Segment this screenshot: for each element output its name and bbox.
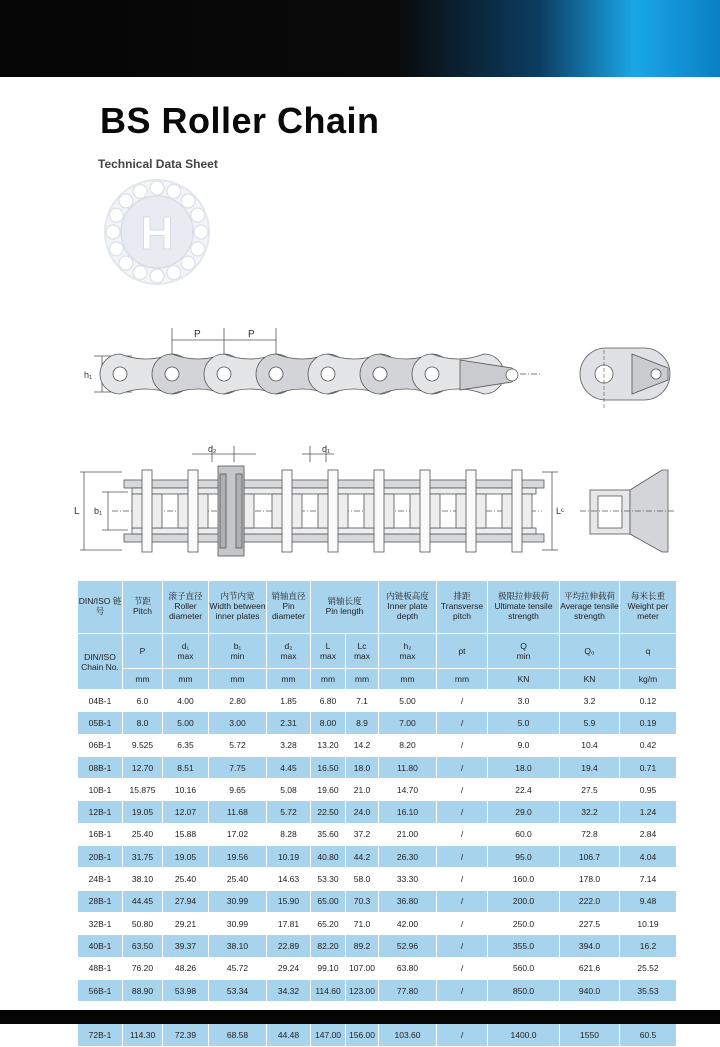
chain-number-cell: 12B-1 xyxy=(78,801,123,823)
table-cell: 53.34 xyxy=(209,979,267,1001)
table-cell: 940.0 xyxy=(560,979,620,1001)
table-cell: 21.0 xyxy=(346,779,379,801)
table-cell: 8.00 xyxy=(311,712,346,734)
table-row xyxy=(78,734,677,756)
table-cell: 60.0 xyxy=(488,823,560,845)
corner-header-top: DIN/ISO 链号 xyxy=(78,581,123,634)
table-cell: 6.35 xyxy=(163,734,209,756)
table-cell: 0.42 xyxy=(620,734,677,756)
table-cell: 4.45 xyxy=(267,756,311,778)
table-cell: / xyxy=(437,1024,488,1046)
unit-cell: mm xyxy=(123,669,163,690)
table-cell: 1.24 xyxy=(620,801,677,823)
table-cell: 29.0 xyxy=(488,801,560,823)
table-row xyxy=(78,1024,677,1046)
table-cell: 8.0 xyxy=(123,712,163,734)
table-cell: 5.9 xyxy=(560,712,620,734)
table-cell: 14.70 xyxy=(379,779,437,801)
table-cell: / xyxy=(437,779,488,801)
table-cell: / xyxy=(437,890,488,912)
table-cell: 17.81 xyxy=(267,912,311,934)
table-cell: 17.02 xyxy=(209,823,267,845)
table-cell: 7.1 xyxy=(346,690,379,712)
table-cell: 114.30 xyxy=(123,1024,163,1046)
chain-technical-drawing xyxy=(72,320,692,560)
table-cell: 39.37 xyxy=(163,935,209,957)
col-header-width: 内节内宽 Width between inner plates xyxy=(209,581,267,634)
table-cell: 0.95 xyxy=(620,779,677,801)
table-cell: 12.70 xyxy=(123,756,163,778)
table-cell: 8.51 xyxy=(163,756,209,778)
table-cell: 77.80 xyxy=(379,979,437,1001)
symbol-cell: Lc max xyxy=(346,634,379,669)
table-cell: 19.60 xyxy=(311,779,346,801)
table-cell: 34.32 xyxy=(267,979,311,1001)
table-row xyxy=(78,890,677,912)
chain-side-view xyxy=(100,354,518,394)
table-cell: 1550 xyxy=(560,1024,620,1046)
symbol-cell: q xyxy=(620,634,677,669)
table-row xyxy=(78,756,677,778)
symbol-cell: pt xyxy=(437,634,488,669)
table-cell: 71.0 xyxy=(346,912,379,934)
table-cell: 15.90 xyxy=(267,890,311,912)
table-cell: 2.80 xyxy=(209,690,267,712)
table-cell: 14.2 xyxy=(346,734,379,756)
table-cell: 44.2 xyxy=(346,846,379,868)
table-cell: 103.60 xyxy=(379,1024,437,1046)
table-cell: 16.10 xyxy=(379,801,437,823)
table-cell: 68.58 xyxy=(209,1024,267,1046)
table-cell: / xyxy=(437,801,488,823)
unit-cell: mm xyxy=(163,669,209,690)
table-cell: 7.14 xyxy=(620,868,677,890)
table-cell: 30.99 xyxy=(209,912,267,934)
unit-cell: mm xyxy=(379,669,437,690)
table-row xyxy=(78,823,677,845)
table-cell: 95.0 xyxy=(488,846,560,868)
chain-number-cell: 04B-1 xyxy=(78,690,123,712)
col-header-plate-depth: 内链板高度 Inner plate depth xyxy=(379,581,437,634)
table-cell: 7.75 xyxy=(209,756,267,778)
table-cell: 22.50 xyxy=(311,801,346,823)
table-cell: 7.00 xyxy=(379,712,437,734)
table-cell: 53.98 xyxy=(163,979,209,1001)
table-cell: / xyxy=(437,756,488,778)
symbol-cell: d₁ max xyxy=(163,634,209,669)
table-cell: 10.19 xyxy=(267,846,311,868)
table-cell: 5.08 xyxy=(267,779,311,801)
h1-label: h₁ xyxy=(84,370,93,380)
table-row xyxy=(78,957,677,979)
table-cell: 14.63 xyxy=(267,868,311,890)
table-cell: 2.84 xyxy=(620,823,677,845)
table-cell: 8.9 xyxy=(346,712,379,734)
table-cell: 1.85 xyxy=(267,690,311,712)
unit-cell: kg/m xyxy=(620,669,677,690)
table-cell: 25.40 xyxy=(209,868,267,890)
table-cell: 4.04 xyxy=(620,846,677,868)
table-cell: 18.0 xyxy=(346,756,379,778)
symbol-cell: h₂ max xyxy=(379,634,437,669)
table-cell: / xyxy=(437,868,488,890)
top-banner xyxy=(0,0,720,77)
table-cell: 25.40 xyxy=(163,868,209,890)
svg-text:H: H xyxy=(140,207,174,259)
table-cell: 3.00 xyxy=(209,712,267,734)
table-row xyxy=(78,801,677,823)
chain-number-cell: 28B-1 xyxy=(78,890,123,912)
table-cell: 45.72 xyxy=(209,957,267,979)
table-cell: 63.50 xyxy=(123,935,163,957)
table-cell: / xyxy=(437,846,488,868)
table-cell: 621.6 xyxy=(560,957,620,979)
chain-end-view-top xyxy=(580,348,670,408)
table-cell: 12.07 xyxy=(163,801,209,823)
table-row xyxy=(78,779,677,801)
chain-number-cell: 56B-1 xyxy=(78,979,123,1001)
table-cell: / xyxy=(437,979,488,1001)
table-cell: 50.80 xyxy=(123,912,163,934)
table-cell: 82.20 xyxy=(311,935,346,957)
table-cell: / xyxy=(437,712,488,734)
table-cell: 0.12 xyxy=(620,690,677,712)
col-header-pin-length: 销轴长度 Pin length xyxy=(311,581,379,634)
table-cell: 13.20 xyxy=(311,734,346,756)
table-cell: 30.99 xyxy=(209,890,267,912)
col-header-ultimate: 极限拉伸载荷 Ultimate tensile strength xyxy=(488,581,560,634)
Lc-label: Lᶜ xyxy=(556,506,565,516)
table-cell: 10.16 xyxy=(163,779,209,801)
table-cell: 106.7 xyxy=(560,846,620,868)
table-cell: 19.05 xyxy=(123,801,163,823)
unit-cell: KN xyxy=(560,669,620,690)
table-cell: 5.72 xyxy=(209,734,267,756)
table-cell: 25.40 xyxy=(123,823,163,845)
chain-number-cell: 48B-1 xyxy=(78,957,123,979)
table-cell: 89.2 xyxy=(346,935,379,957)
table-cell: 37.2 xyxy=(346,823,379,845)
table-cell: / xyxy=(437,734,488,756)
bearing-logo-watermark xyxy=(103,178,211,286)
table-cell: 33.30 xyxy=(379,868,437,890)
table-cell: 394.0 xyxy=(560,935,620,957)
table-cell: 850.0 xyxy=(488,979,560,1001)
table-cell: 22.4 xyxy=(488,779,560,801)
table-cell: 5.00 xyxy=(163,712,209,734)
table-cell: 147.00 xyxy=(311,1024,346,1046)
table-cell: 99.10 xyxy=(311,957,346,979)
table-cell: 6.0 xyxy=(123,690,163,712)
table-cell: 0.71 xyxy=(620,756,677,778)
table-cell: 123.00 xyxy=(346,979,379,1001)
L-label: L xyxy=(74,506,80,517)
table-cell: 19.4 xyxy=(560,756,620,778)
d1-label: d₁ xyxy=(322,444,331,454)
unit-cell: mm xyxy=(311,669,346,690)
table-cell: 160.0 xyxy=(488,868,560,890)
table-cell: 3.2 xyxy=(560,690,620,712)
table-cell: 26.30 xyxy=(379,846,437,868)
table-cell: 52.96 xyxy=(379,935,437,957)
page-subtitle: Technical Data Sheet xyxy=(98,157,218,171)
table-row xyxy=(78,690,677,712)
table-cell: 6.80 xyxy=(311,690,346,712)
table-cell: 4.00 xyxy=(163,690,209,712)
table-cell: 114.60 xyxy=(311,979,346,1001)
table-row xyxy=(78,912,677,934)
unit-cell: mm xyxy=(209,669,267,690)
symbol-cell: Q min xyxy=(488,634,560,669)
table-cell: 10.4 xyxy=(560,734,620,756)
table-cell: 5.0 xyxy=(488,712,560,734)
pitch-label-2: P xyxy=(248,329,255,340)
table-cell: 107.00 xyxy=(346,957,379,979)
table-cell: / xyxy=(437,690,488,712)
table-row xyxy=(78,868,677,890)
col-header-roller: 滚子直径 Roller diameter xyxy=(163,581,209,634)
table-cell: 38.10 xyxy=(209,935,267,957)
col-header-weight: 每米长重 Weight per meter xyxy=(620,581,677,634)
table-cell: 48.26 xyxy=(163,957,209,979)
chain-number-cell: 10B-1 xyxy=(78,779,123,801)
unit-cell: mm xyxy=(267,669,311,690)
symbol-cell: Q₀ xyxy=(560,634,620,669)
table-cell: / xyxy=(437,957,488,979)
chain-number-cell: 72B-1 xyxy=(78,1024,123,1046)
table-cell: 72.39 xyxy=(163,1024,209,1046)
table-cell: 53.30 xyxy=(311,868,346,890)
table-cell: 88.90 xyxy=(123,979,163,1001)
chain-number-cell: 08B-1 xyxy=(78,756,123,778)
table-cell: 9.525 xyxy=(123,734,163,756)
b1-label: b₁ xyxy=(94,506,103,516)
table-cell: 42.00 xyxy=(379,912,437,934)
table-cell: 9.0 xyxy=(488,734,560,756)
chain-end-view-bottom xyxy=(580,470,676,552)
table-cell: 11.68 xyxy=(209,801,267,823)
bottom-banner xyxy=(0,1010,720,1024)
table-cell: 200.0 xyxy=(488,890,560,912)
table-cell: 250.0 xyxy=(488,912,560,934)
table-cell: 70.3 xyxy=(346,890,379,912)
table-cell: 36.80 xyxy=(379,890,437,912)
chain-number-cell: 16B-1 xyxy=(78,823,123,845)
chain-number-cell: 06B-1 xyxy=(78,734,123,756)
col-header-transverse: 排距 Transverse pitch xyxy=(437,581,488,634)
table-cell: 15.88 xyxy=(163,823,209,845)
table-cell: 16.50 xyxy=(311,756,346,778)
table-row xyxy=(78,979,677,1001)
table-cell: 44.48 xyxy=(267,1024,311,1046)
chain-number-cell: 40B-1 xyxy=(78,935,123,957)
chain-number-cell: 32B-1 xyxy=(78,912,123,934)
table-cell: 9.65 xyxy=(209,779,267,801)
table-cell: 19.56 xyxy=(209,846,267,868)
symbol-cell: b₁ min xyxy=(209,634,267,669)
table-cell: 355.0 xyxy=(488,935,560,957)
table-cell: 72.8 xyxy=(560,823,620,845)
table-cell: 40.80 xyxy=(311,846,346,868)
table-row xyxy=(78,935,677,957)
col-header-pitch: 节距 Pitch xyxy=(123,581,163,634)
table-cell: / xyxy=(437,823,488,845)
table-cell: 560.0 xyxy=(488,957,560,979)
page-title: BS Roller Chain xyxy=(100,100,380,141)
table-row xyxy=(78,846,677,868)
table-cell: / xyxy=(437,912,488,934)
col-header-average: 平均拉伸载荷 Average tensile strength xyxy=(560,581,620,634)
table-cell: 5.72 xyxy=(267,801,311,823)
table-cell: 31.75 xyxy=(123,846,163,868)
table-cell: 44.45 xyxy=(123,890,163,912)
table-cell: 0.19 xyxy=(620,712,677,734)
symbol-cell: L max xyxy=(311,634,346,669)
table-cell: 8.28 xyxy=(267,823,311,845)
table-cell: 35.53 xyxy=(620,979,677,1001)
table-cell: 24.0 xyxy=(346,801,379,823)
table-cell: 63.80 xyxy=(379,957,437,979)
chain-top-view xyxy=(124,466,544,556)
table-row xyxy=(78,712,677,734)
table-cell: / xyxy=(437,935,488,957)
table-cell: 60.5 xyxy=(620,1024,677,1046)
table-cell: 2.31 xyxy=(267,712,311,734)
table-cell: 29.21 xyxy=(163,912,209,934)
table-cell: 5.00 xyxy=(379,690,437,712)
unit-cell: mm xyxy=(437,669,488,690)
table-cell: 35.60 xyxy=(311,823,346,845)
table-cell: 3.0 xyxy=(488,690,560,712)
table-cell: 22.89 xyxy=(267,935,311,957)
unit-cell: KN xyxy=(488,669,560,690)
chain-number-cell: 24B-1 xyxy=(78,868,123,890)
table-cell: 27.5 xyxy=(560,779,620,801)
unit-cell: mm xyxy=(346,669,379,690)
symbol-cell: P xyxy=(123,634,163,669)
table-cell: 9.48 xyxy=(620,890,677,912)
table-cell: 1400.0 xyxy=(488,1024,560,1046)
spec-table xyxy=(77,580,677,1047)
table-cell: 10.19 xyxy=(620,912,677,934)
pitch-label: P xyxy=(194,329,201,340)
chain-number-cell: 05B-1 xyxy=(78,712,123,734)
table-cell: 178.0 xyxy=(560,868,620,890)
corner-header-bottom: DIN/ISO Chain No. xyxy=(78,634,123,690)
table-cell: 58.0 xyxy=(346,868,379,890)
table-cell: 18.0 xyxy=(488,756,560,778)
table-cell: 29.24 xyxy=(267,957,311,979)
table-cell: 25.52 xyxy=(620,957,677,979)
table-cell: 222.0 xyxy=(560,890,620,912)
chain-number-cell: 20B-1 xyxy=(78,846,123,868)
table-cell: 19.05 xyxy=(163,846,209,868)
table-cell: 3.28 xyxy=(267,734,311,756)
d2-label: d₂ xyxy=(208,444,217,454)
col-header-pin-dia: 销轴直径 Pin diameter xyxy=(267,581,311,634)
table-cell: 11.80 xyxy=(379,756,437,778)
table-cell: 27.94 xyxy=(163,890,209,912)
table-cell: 21.00 xyxy=(379,823,437,845)
table-cell: 65.20 xyxy=(311,912,346,934)
table-cell: 65.00 xyxy=(311,890,346,912)
table-cell: 76.20 xyxy=(123,957,163,979)
table-cell: 8.20 xyxy=(379,734,437,756)
table-cell: 156.00 xyxy=(346,1024,379,1046)
table-cell: 32.2 xyxy=(560,801,620,823)
table-cell: 227.5 xyxy=(560,912,620,934)
table-cell: 15.875 xyxy=(123,779,163,801)
symbol-cell: d₂ max xyxy=(267,634,311,669)
table-cell: 16.2 xyxy=(620,935,677,957)
table-cell: 38.10 xyxy=(123,868,163,890)
